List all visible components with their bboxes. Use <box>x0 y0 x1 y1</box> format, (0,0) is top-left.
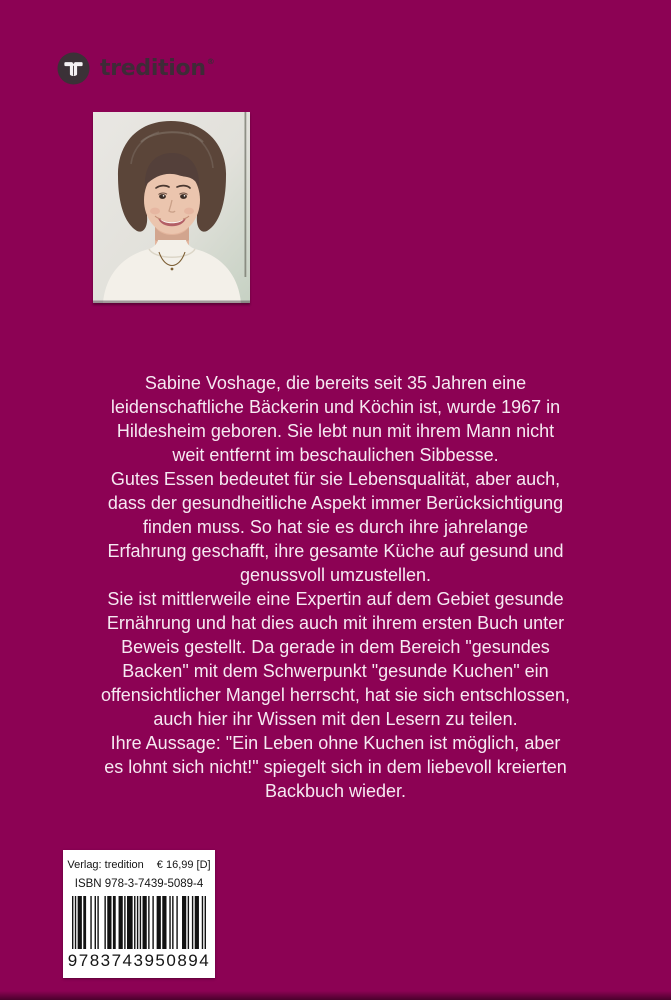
bio-line: Beweis gestellt. Da gerade in dem Bereich "gesundes <box>121 637 550 657</box>
publisher-wordmark: tredition® <box>100 56 215 81</box>
bio-line: Ernährung und hat dies auch mit ihrem ersten Buch unter <box>106 613 565 633</box>
bio-line: Backbuch wieder. <box>264 781 407 801</box>
publisher-label: Verlag: tredition <box>67 859 144 871</box>
bio-line: genussvoll umzustellen. <box>239 565 432 585</box>
bio-line: es lohnt sich nicht!" spiegelt sich in dem liebevoll kreierten <box>104 757 567 777</box>
bio-line: Ihre Aussage: "Ein Leben ohne Kuchen ist möglich, aber <box>110 733 561 753</box>
price-isbn-box <box>63 850 215 978</box>
bio-line: Backen" mit dem Schwerpunkt "gesunde Kuchen" ein <box>122 661 549 681</box>
doorframe-line <box>245 112 247 277</box>
bio-line: weit entfernt im beschaulichen Sibbesse. <box>172 445 499 465</box>
bio-line: leidenschaftliche Bäckerin und Köchin ist, wurde 1967 in <box>110 397 561 417</box>
publisher-price-row <box>63 859 215 872</box>
price-label: € 16,99 [D] <box>156 859 211 871</box>
bio-line: finden muss. So hat sie es durch ihre jahrelange <box>142 517 529 537</box>
publisher-logo <box>57 52 213 85</box>
cover-bottom-shadow <box>0 991 671 1000</box>
bio-line: dass der gesundheitliche Aspekt immer Berücksichtigung <box>107 493 564 513</box>
ean13-barcode <box>72 896 206 949</box>
bio-line: offensichtlicher Mangel herrscht, hat sie sich entschlossen, <box>101 685 570 705</box>
isbn-label: ISBN 978-3-7439-5089-4 <box>74 878 204 890</box>
bio-line: Gutes Essen bedeutet für sie Lebensqualität, aber auch, <box>110 469 561 489</box>
bio-line: Erfahrung geschafft, ihre gesamte Küche auf gesund und <box>107 541 564 561</box>
bio-line: Sabine Voshage, die bereits seit 35 Jahren eine <box>144 373 527 393</box>
author-bio <box>0 371 671 803</box>
author-portrait-illustration <box>93 112 250 303</box>
author-photo <box>93 112 250 303</box>
registered-mark: ® <box>206 57 215 66</box>
bio-line: auch hier ihr Wissen mit den Lesern zu teilen. <box>153 709 518 729</box>
barcode-number: 9783743950894 <box>67 951 211 970</box>
tredition-book-icon <box>57 52 90 85</box>
bio-line: Sie ist mittlerweile eine Expertin auf dem Gebiet gesunde <box>107 589 564 609</box>
bio-line: Hildesheim geboren. Sie lebt nun mit ihrem Mann nicht <box>116 421 555 441</box>
